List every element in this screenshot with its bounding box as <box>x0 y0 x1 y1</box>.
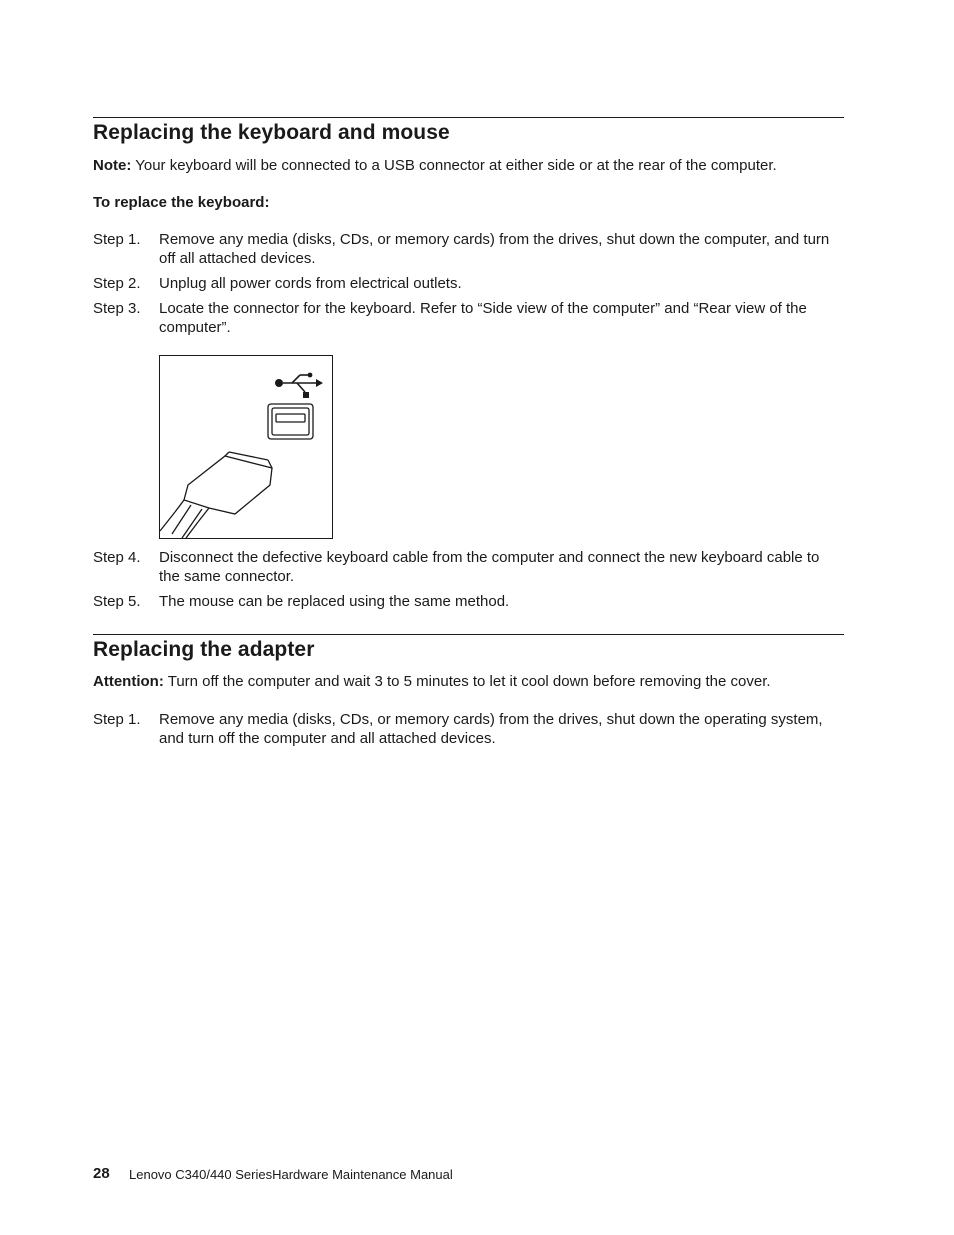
step-number: Step 4. <box>93 549 141 566</box>
attention-paragraph <box>93 672 771 691</box>
section-heading-adapter: Replacing the adapter <box>93 638 315 661</box>
step-number: Step 1. <box>93 231 141 248</box>
section-divider <box>93 117 844 118</box>
step-text: The mouse can be replaced using the same method. <box>159 593 510 610</box>
manual-title: Lenovo C340/440 SeriesHardware Maintenance Manual <box>129 1167 453 1182</box>
section-divider <box>93 634 844 635</box>
page-number: 28 <box>93 1165 110 1182</box>
section-heading-keyboard-mouse: Replacing the keyboard and mouse <box>93 121 450 144</box>
step-number: Step 1. <box>93 711 141 728</box>
step-text: Locate the connector for the keyboard. Refer to “Side view of the computer” and “Rear view of the computer”. <box>159 300 807 336</box>
usb-connector-figure <box>159 355 333 539</box>
note-label: Note: <box>93 157 132 174</box>
subheading-text: To replace the keyboard: <box>93 194 270 211</box>
note-text: Your keyboard will be connected to a USB connector at either side or at the rear of the computer. <box>131 157 777 174</box>
step-number: Step 5. <box>93 593 141 610</box>
step-number: Step 2. <box>93 275 141 292</box>
subheading <box>93 193 269 212</box>
usb-port-icon <box>268 404 313 439</box>
step-text: Unplug all power cords from electrical outlets. <box>159 275 462 292</box>
attention-label: Attention: <box>93 673 164 690</box>
usb-symbol-icon <box>275 373 323 398</box>
usb-plug-icon <box>160 452 272 538</box>
step-text: Remove any media (disks, CDs, or memory cards) from the drives, shut down the operating system, and turn off the computer and all attached devices. <box>159 711 823 747</box>
note-paragraph <box>93 156 777 175</box>
step-number: Step 3. <box>93 300 141 317</box>
step-text: Disconnect the defective keyboard cable from the computer and connect the new keyboard cable to the same connector. <box>159 549 820 585</box>
attention-text: Turn off the computer and wait 3 to 5 minutes to let it cool down before removing the cover. <box>163 673 771 690</box>
step-text: Remove any media (disks, CDs, or memory cards) from the drives, shut down the computer, and turn off all attached devices. <box>159 231 830 267</box>
